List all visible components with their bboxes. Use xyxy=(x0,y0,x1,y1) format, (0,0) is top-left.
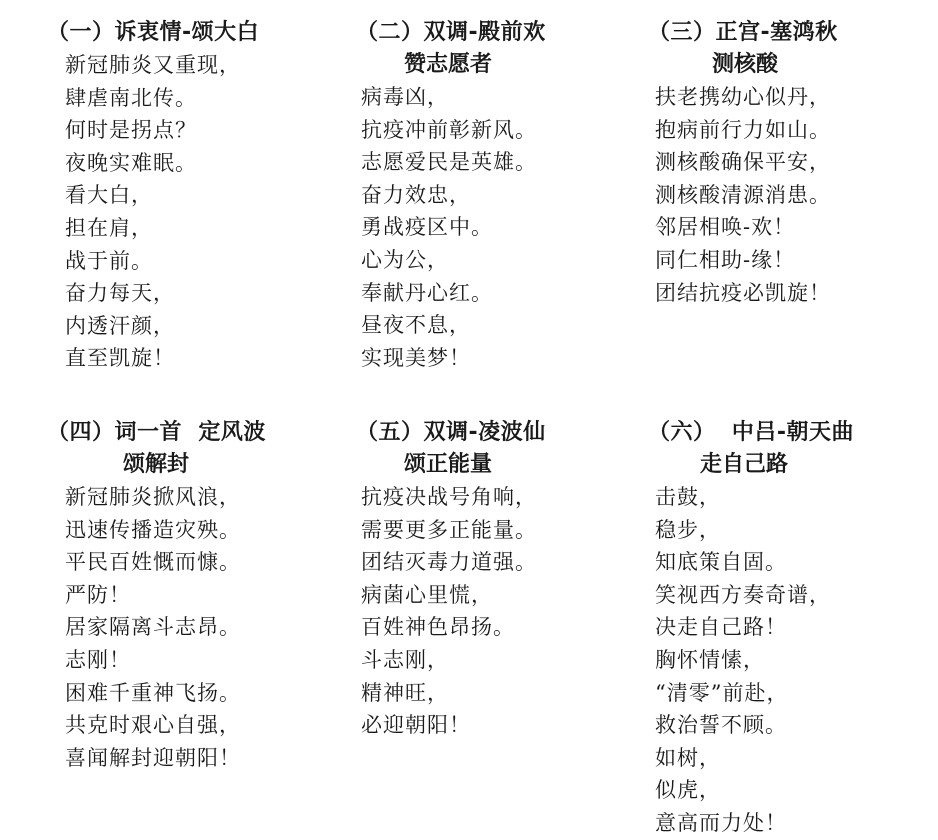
poem-line: 担在肩， xyxy=(65,215,153,240)
poem-line: 胸怀情愫， xyxy=(655,647,765,672)
poem-line: 昼夜不息， xyxy=(361,313,471,338)
poem-subtitle: 颂解封 xyxy=(123,452,190,477)
poem-line: 病菌心里慌， xyxy=(361,582,493,607)
poem-line: 肆虐南北传。 xyxy=(65,85,197,110)
poem-line: 志愿爱民是英雄。 xyxy=(361,150,537,175)
poem-line: 病毒凶， xyxy=(361,85,449,109)
poem-line: 击鼓， xyxy=(655,485,721,509)
poem-line: 奋力每天， xyxy=(65,281,175,306)
poem-line: 决走自己路！ xyxy=(655,615,787,640)
poem-line: 严防！ xyxy=(65,582,131,607)
poem-line: 内透汗颜， xyxy=(65,313,175,338)
poem-line: 邻居相唤-欢！ xyxy=(655,215,796,240)
poem-lines xyxy=(356,81,646,374)
poem-line: 新冠肺炎又重现， xyxy=(65,53,241,77)
poem-line: 测核酸清源消患。 xyxy=(655,182,831,207)
poem-subtitle: 测核酸 xyxy=(712,52,779,77)
poem-line: 意高而力处！ xyxy=(655,810,787,835)
poem-line: 抗疫冲前彰新风。 xyxy=(361,117,537,142)
poem-line: 心为公， xyxy=(361,247,449,272)
poem-line: 喜闻解封迎朝阳！ xyxy=(65,745,241,770)
poem-line: 平民百姓慨而慷。 xyxy=(65,550,241,575)
poem-line: 奉献丹心红。 xyxy=(361,280,493,305)
poem-subtitle: 赞志愿者 xyxy=(404,52,493,77)
poem-6 xyxy=(648,417,938,840)
poem-line: 抱病前行力如山。 xyxy=(655,117,831,142)
poem-title: （五）双调-凌波仙 xyxy=(356,420,546,445)
poem-line: 团结抗疫必凯旋！ xyxy=(655,280,831,305)
poem-line: 奋力效忠， xyxy=(361,182,471,207)
poem-line: 志刚！ xyxy=(65,647,131,672)
poem-line: 困难千重神飞扬。 xyxy=(65,680,241,705)
poem-lines xyxy=(648,81,938,309)
poem-line: 救治誓不顾。 xyxy=(655,713,787,738)
poem-line: 同仁相助-缘！ xyxy=(655,247,796,272)
poem-line: 何时是拐点？ xyxy=(65,118,197,143)
poem-line: 团结灭毒力道强。 xyxy=(361,550,537,575)
poem-line: 勇战疫区中。 xyxy=(361,215,493,240)
poem-line: 知底策自固。 xyxy=(655,550,787,575)
poem-2 xyxy=(356,17,646,374)
poem-line: 直至凯旋！ xyxy=(65,346,175,371)
poem-line: 夜晚实难眠。 xyxy=(65,150,197,175)
poem-line: 精神旺， xyxy=(361,680,449,705)
poem-title: （四）词一首 定风波 xyxy=(47,420,266,445)
poem-line: 战于前。 xyxy=(65,248,153,273)
poem-line: 扶老携幼心似丹， xyxy=(655,85,831,109)
poem-line: 抗疫决战号角响， xyxy=(361,485,537,509)
poem-line: 看大白， xyxy=(65,183,153,208)
poem-line: 实现美梦！ xyxy=(361,345,471,370)
poem-line: 斗志刚， xyxy=(361,647,449,672)
poem-line: “清零”前赴， xyxy=(655,680,789,705)
poem-subtitle: 走自己路 xyxy=(700,452,789,477)
poem-line: 百姓神色昂扬。 xyxy=(361,615,515,640)
poem-line: 稳步， xyxy=(655,517,721,542)
poem-1 xyxy=(47,17,337,375)
poem-title: （三）正宫-塞鸿秋 xyxy=(648,20,838,45)
poem-line: 如树， xyxy=(655,745,721,770)
poem-line: 测核酸确保平安， xyxy=(655,150,831,175)
poem-lines xyxy=(47,49,337,375)
poem-line: 需要更多正能量。 xyxy=(361,517,537,542)
poem-line: 居家隔离斗志昂。 xyxy=(65,615,241,640)
poem-5 xyxy=(356,417,646,742)
poem-lines xyxy=(356,481,646,742)
poem-line: 新冠肺炎掀风浪， xyxy=(65,485,241,509)
poem-line: 共克时艰心自强， xyxy=(65,713,241,738)
poem-title: （六） 中吕-朝天曲 xyxy=(648,420,854,445)
poem-title: （二）双调-殿前欢 xyxy=(356,20,546,45)
poem-4 xyxy=(47,417,337,774)
poem-line: 迅速传播造灾殃。 xyxy=(65,517,241,542)
poem-line: 似虎， xyxy=(655,778,721,803)
poem-subtitle: 颂正能量 xyxy=(404,452,493,477)
poem-line: 笑视西方奏奇谱， xyxy=(655,582,831,607)
poem-lines xyxy=(47,481,337,774)
poem-3 xyxy=(648,17,938,309)
poem-lines xyxy=(648,481,938,840)
poem-title: （一）诉衷情-颂大白 xyxy=(47,20,260,45)
poem-line: 必迎朝阳！ xyxy=(361,713,471,738)
